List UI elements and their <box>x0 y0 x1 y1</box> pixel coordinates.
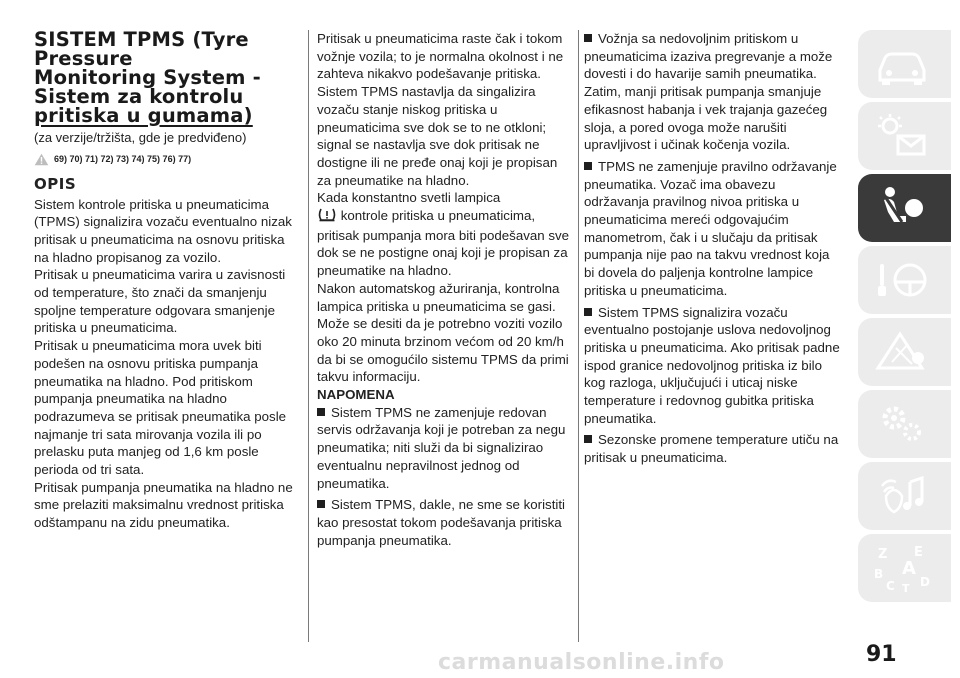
col2-paragraph: Nakon automatskog ažuriranja, kontrolna lampica pritiska u pneumaticima se gasi. Može se desiti da je potrebno voziti vozilo oko 20 minuta brzinom većom od 20 km/h da bi se omogućilo sistemu TPMS da primi takvu informaciju. <box>317 280 569 385</box>
page-number: 91 <box>866 642 897 667</box>
index-letter: C <box>886 579 895 593</box>
warning-lights-icon <box>872 112 932 160</box>
safety-airbag-icon <box>872 184 932 232</box>
col1-paragraph: Pritisak u pneumaticima varira u zavisnosti od temperature, što znači da smanjenju spoljne temperature odgovara smanjenje pritiska u pneumaticima. <box>34 267 286 336</box>
col2-paragraph <box>317 189 573 280</box>
index-letter: T <box>902 582 910 594</box>
bullet-square-icon <box>317 408 325 416</box>
warning-triangle-icon <box>34 153 49 166</box>
bullet-square-icon <box>584 308 592 316</box>
tab-starting-driving[interactable] <box>858 246 951 314</box>
title-line-4: Sistem za kontrolu <box>34 85 244 108</box>
col2-paragraph: Sistem TPMS nastavlja da singalizira vozaču stanje niskog pritiska u pneumaticima sve dok se to ne otkloni; signal se nastavlja sve dok pritisak ne dostigne ili ne pređe onaj koji je propisan za pneumatike na hladno. <box>317 84 558 188</box>
bullet-item: TPMS ne zamenjuje pravilno održavanje pneumatika. Vozač ima obavezu održavanja pravilnog nivoa pritiska u pneumaticima mereći odgovajućim manometrom, čak i u slučaju da pritisak pumpanja nije pao na takvu vrednost koja bi dovela do paljenja kontrolne lampice pritiska u pneumaticima. <box>584 158 837 298</box>
lamp-intro: Kada konstantno svetli lampica <box>317 190 501 206</box>
bullet-square-icon <box>584 435 592 443</box>
index-letter: Z <box>878 547 888 562</box>
title-line-3: Monitoring System - <box>34 66 261 89</box>
tab-warning-lights[interactable] <box>858 102 951 170</box>
tab-car-dashboard[interactable] <box>858 30 951 98</box>
lamp-rest: kontrole pritiska u pneumaticima, pritisak pumpanja mora biti podešavan sve dok se ne postigne onaj koji je propisan za pneumatike na hladno. <box>317 208 570 279</box>
column-3 <box>584 30 842 471</box>
multimedia-icon <box>872 472 932 520</box>
tyre-pressure-lamp-icon <box>317 208 337 227</box>
bullet-item: Sistem TPMS, dakle, ne sme se koristiti kao presostat tokom podešavanja pritiska pumpanja pneumatika. <box>317 497 566 548</box>
subtitle: (za verzije/tržišta, gde je predviđeno) <box>34 130 247 145</box>
column-1 <box>34 30 296 532</box>
index-letter: B <box>874 567 884 581</box>
alphabetical-index-icon <box>872 544 936 594</box>
tab-service[interactable] <box>858 390 951 458</box>
col1-paragraph: Pritisak pumpanja pneumatika na hladno ne sme prelaziti maksimalnu vrednost pritiska odštampanu na zidu pneumatika. <box>34 479 293 531</box>
bullet-item: Sistem TPMS signalizira vozaču eventualno postojanje uslova nedovoljnog pritiska u pneumaticima. Ako pritisak padne ispod granice nedovoljnog pritiska iz bilo kog razloga, uključujući i uticaj niske temperature i redovnog gubitka pritiska pneumatika. <box>584 304 840 426</box>
col1-paragraph: Sistem kontrole pritiska u pneumaticima (TPMS) signalizira vozaču eventualno nizak pritisak u pneumaticima na osnovu pritiska na hladno propisanog za vozilo. <box>34 196 292 265</box>
title-line-1: SISTEM TPMS (Tyre <box>34 28 249 51</box>
note-label: NAPOMENA <box>317 387 395 403</box>
warning-reference-numbers: 69) 70) 71) 72) 73) 74) 75) 76) 77) <box>54 153 192 164</box>
bullet-square-icon <box>584 162 592 170</box>
col1-paragraph: Pritisak u pneumaticima mora uvek biti podešen na osnovu pritiska pumpanja pneumatika na hladno. Pod pritiskom pumpanja pneumatika na hladno podrazumeva se pritisak pneumatika posle najmanje tri sata mirovanja vozila ili po prelasku puta manjeg od 1,6 km posle perioda od tri sata. <box>34 338 287 478</box>
index-letter: E <box>914 545 923 560</box>
tab-multimedia[interactable] <box>858 462 951 530</box>
warning-references <box>34 153 296 166</box>
watermark: carmanualsonline.info <box>438 650 725 675</box>
tab-emergency[interactable] <box>858 318 951 386</box>
bullet-item: Vožnja sa nedovoljnim pritiskom u pneumaticima izaziva pregrevanje a može dovesti i do havarije samih pneumatika. Zatim, manji pritisak pumpanja smanjuje efikasnost habanja i vek trajanja gazećeg sloja, a pored ovoga može narušiti upravljivost i učinak kočenja vozila. <box>584 31 833 153</box>
bullet-item: Sistem TPMS ne zamenjuje redovan servis održavanja koji je potreban za negu pneumatika; niti služi da bi signalizirao eventualnu nepravilnost jednog od pneumatika. <box>317 404 566 491</box>
page-title <box>34 30 296 125</box>
index-letter: D <box>920 575 930 589</box>
steering-wheel-icon <box>872 256 932 304</box>
chapter-sidebar <box>858 30 951 606</box>
title-line-2: Pressure <box>34 47 133 70</box>
column-divider <box>308 30 309 642</box>
bullet-square-icon <box>317 500 325 508</box>
service-tools-icon <box>872 400 932 448</box>
tab-index[interactable] <box>858 534 951 602</box>
car-dashboard-icon <box>872 40 932 88</box>
title-line-5: pritiska u gumama) <box>34 104 253 127</box>
index-letter: A <box>902 558 916 579</box>
column-divider <box>578 30 579 642</box>
bullet-square-icon <box>584 34 592 42</box>
tab-safety[interactable] <box>858 174 951 242</box>
column-2 <box>317 30 573 553</box>
col2-paragraph: Pritisak u pneumaticima raste čak i tokom vožnje vozila; to je normalna okolnost i ne zahteva nikakvo podešavanje pritiska. <box>317 31 564 82</box>
bullet-item: Sezonske promene temperature utiču na pritisak u pneumaticima. <box>584 432 839 466</box>
section-title: OPIS <box>34 174 77 193</box>
roadside-emergency-icon <box>872 328 932 376</box>
